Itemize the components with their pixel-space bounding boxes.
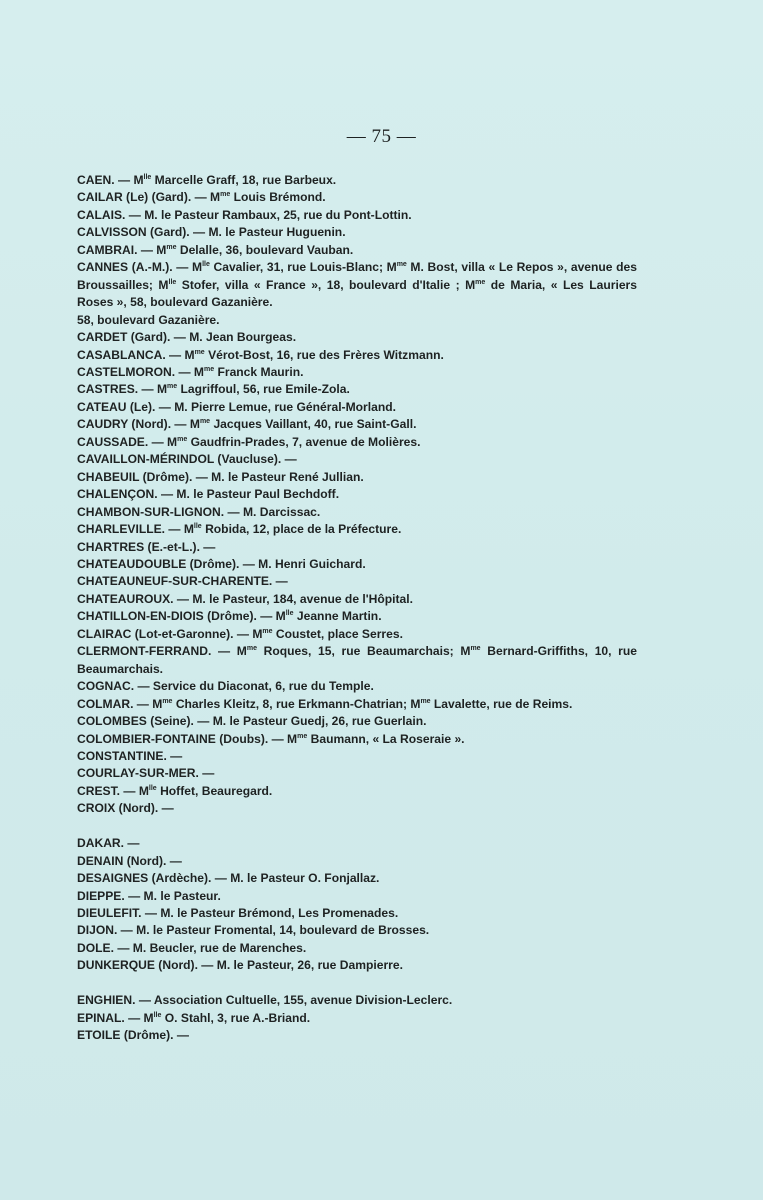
entry-caen: CAEN. — $M^{lle}$ Marcelle Graff, 18, rue Barbeux. bbox=[77, 173, 337, 187]
entry-cambrai: CAMBRAI. — $M^{me}$ Delalle, 36, boulevard Vauban. bbox=[77, 242, 354, 257]
entry-castelmoron: CASTELMORON. — $M^{me}$ Franck Maurin. bbox=[77, 364, 304, 379]
entry-dijon: DIJON. — M. le Pasteur Fromental, 14, boulevard de Brosses. bbox=[77, 923, 430, 938]
page-number: — 75 — bbox=[346, 126, 417, 147]
entry-chateauroux: CHATEAUROUX. — M. le Pasteur, 184, avenue de l'Hôpital. bbox=[77, 591, 413, 606]
entry-cailar: CAILAR (Le) (Gard). — $M^{me}$ Louis Brémond. bbox=[77, 190, 326, 205]
entry-denain: DENAIN (Nord). — bbox=[77, 853, 182, 868]
entry-calvisson: CALVISSON (Gard). — M. le Pasteur Huguenin. bbox=[77, 225, 346, 240]
entry-cavaillon: CAVAILLON-MÉRINDOL (Vaucluse). — bbox=[77, 452, 297, 467]
entry-casablanca: CASABLANCA. — $M^{me}$ Vérot-Bost, 16, rue des Frères Witzmann. bbox=[77, 347, 444, 362]
entry-croix: CROIX (Nord). — bbox=[77, 801, 174, 816]
entry-cannes bbox=[77, 259, 637, 329]
entry-enghien: ENGHIEN. — Association Cultuelle, 155, avenue Division-Leclerc. bbox=[77, 993, 453, 1008]
entry-colmar: COLMAR. — $M^{me}$ Charles Kleitz, 8, rue Erkmann-Chatrian; $M^{me}$ Lavalette, rue de Reims. bbox=[77, 696, 573, 711]
entry-cognac: COGNAC. — Service du Diaconat, 6, rue du Temple. bbox=[77, 679, 374, 694]
entry-chalencon: CHALENÇON. — M. le Pasteur Paul Bechdoff. bbox=[77, 487, 340, 502]
entry-caussade: CAUSSADE. — $M^{me}$ Gaudfrin-Prades, 7, avenue de Molières. bbox=[77, 434, 421, 449]
entry-etoile: ETOILE (Drôme). — bbox=[77, 1028, 189, 1043]
entry-calais: CALAIS. — M. le Pasteur Rambaux, 25, rue du Pont-Lottin. bbox=[77, 207, 412, 222]
entry-crest: CREST. — $M^{lle}$ Hoffet, Beauregard. bbox=[77, 783, 273, 798]
entry-cateau: CATEAU (Le). — M. Pierre Lemue, rue Général-Morland. bbox=[77, 399, 396, 414]
entry-constantine: CONSTANTINE. — bbox=[77, 748, 183, 763]
entry-dieulefit: DIEULEFIT. — M. le Pasteur Brémond, Les Promenades. bbox=[77, 906, 399, 921]
entry-colombier: COLOMBIER-FONTAINE (Doubs). — $M^{me}$ Baumann, « La Roseraie ». bbox=[77, 731, 465, 746]
section-gap bbox=[77, 975, 637, 992]
entry-chateauneuf: CHATEAUNEUF-SUR-CHARENTE. — bbox=[77, 574, 288, 589]
entry-colombes: COLOMBES (Seine). — M. le Pasteur Guedj, 26, rue Guerlain. bbox=[77, 714, 427, 729]
entry-cardet: CARDET (Gard). — M. Jean Bourgeas. bbox=[77, 330, 297, 345]
entry-chabeuil: CHABEUIL (Drôme). — M. le Pasteur René Jullian. bbox=[77, 469, 364, 484]
entry-epinal: EPINAL. — $M^{lle}$ O. Stahl, 3, rue A.-Briand. bbox=[77, 1010, 311, 1025]
entry-charleville: CHARLEVILLE. — $M^{lle}$ Robida, 12, place de la Préfecture. bbox=[77, 522, 402, 537]
entry-desaignes: DESAIGNES (Ardèche). — M. le Pasteur O. Fonjallaz. bbox=[77, 871, 380, 886]
entry-clermont: CLERMONT-FERRAND. — $M^{me}$ Roques, 15, rue Beaumarchais; $M^{me}$ Bernard-Griffiths, 10, rue Beaumarchais. bbox=[77, 644, 637, 676]
entry-courlay: COURLAY-SUR-MER. — bbox=[77, 766, 215, 781]
entry-chatillon: CHATILLON-EN-DIOIS (Drôme). — $M^{lle}$ Jeanne Martin. bbox=[77, 609, 382, 624]
entry-caudry: CAUDRY (Nord). — $M^{me}$ Jacques Vaillant, 40, rue Saint-Gall. bbox=[77, 417, 417, 432]
entry-chambon: CHAMBON-SUR-LIGNON. — M. Darcissac. bbox=[77, 504, 321, 519]
entry-castres: CASTRES. — $M^{me}$ Lagriffoul, 56, rue Emile-Zola. bbox=[77, 382, 350, 397]
entry-chartres: CHARTRES (E.-et-L.). — bbox=[77, 539, 216, 554]
directory-list bbox=[77, 172, 637, 1045]
entry-cannes-text: CANNES (A.-M.). — $M^{lle}$ Cavalier, 31, rue Louis-Blanc; $M^{me}$ M. Bost, villa « Le Repos », avenue des Broussailles; $M^{lle}$ Stofer, villa « France », 18, boulevard d'Italie ; $M^{me}$ de Maria, « Les Lauriers Roses », 58, boulevard Gazanière. bbox=[77, 260, 637, 310]
entry-dunkerque: DUNKERQUE (Nord). — M. le Pasteur, 26, rue Dampierre. bbox=[77, 958, 403, 973]
entry-chateaudouble: CHATEAUDOUBLE (Drôme). — M. Henri Guichard. bbox=[77, 556, 366, 571]
entry-dieppe: DIEPPE. — M. le Pasteur. bbox=[77, 888, 221, 903]
entry-dole: DOLE. — M. Beucler, rue de Marenches. bbox=[77, 940, 307, 955]
entry-cannes-continuation: 58, boulevard Gazanière. bbox=[77, 312, 220, 327]
entry-clairac: CLAIRAC (Lot-et-Garonne). — $M^{me}$ Coustet, place Serres. bbox=[77, 626, 403, 641]
section-gap bbox=[77, 818, 637, 835]
entry-dakar: DAKAR. — bbox=[77, 836, 140, 851]
